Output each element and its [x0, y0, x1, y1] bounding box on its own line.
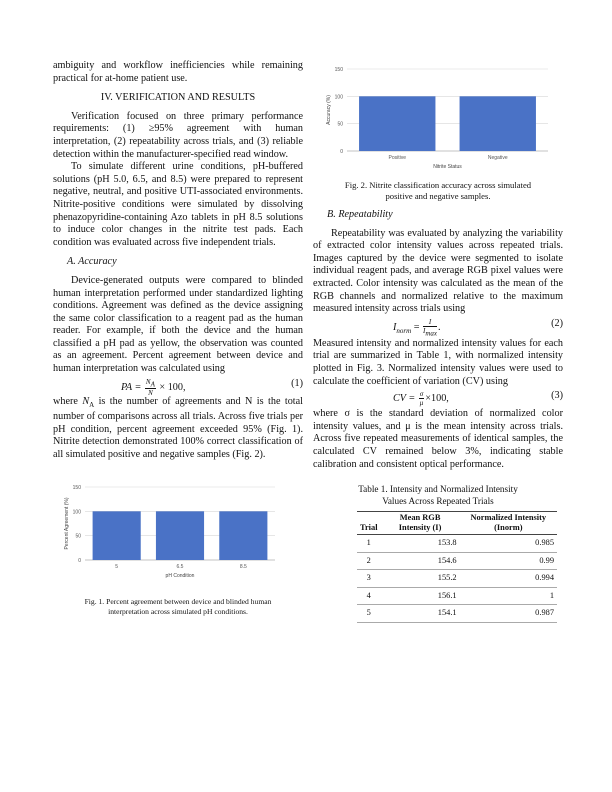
- equation-2: $I_{norm}$ = $\frac{I}{I_{max}}$ . (2): [393, 317, 563, 338]
- equation-3-number: (3): [551, 390, 563, 402]
- y-tick-label: 150: [72, 484, 81, 491]
- table-cell: 4: [366, 590, 371, 600]
- table-row: [357, 535, 557, 553]
- table-cell: 153.8: [437, 538, 457, 548]
- table-row: [357, 587, 557, 605]
- equation-3: CV = $\frac{\sigma}{\mu}$ ×100, (3): [393, 390, 563, 408]
- table-cell: 2: [366, 555, 371, 565]
- simulation-paragraph: To simulate different urine conditions, pH-buffered solutions (pH 5.0, 6.5, and 8.5) were prepared to represent negative, neutral, and positive UTI-associated environments. Nitrite-positive conditions were simulated by dissolving phenazopyridine-containing Azo tablets in pH 8.5 solutions to induce color changes in the nitrite test pads. Each condition was evaluated across five independent trials.: [53, 161, 303, 248]
- figure-2-caption: Fig. 2. Nitrite classification accuracy across simulated positive and negative samples.: [344, 180, 532, 201]
- table-header-trial: Trial: [357, 512, 381, 535]
- figure-2-svg: [313, 63, 563, 171]
- y-axis-label: Percent Agreement (%): [64, 497, 70, 550]
- table-cell: 0.987: [535, 608, 554, 618]
- eq2-fraction: $\frac{I}{I_{max}}$: [423, 317, 438, 338]
- bar-5: [93, 511, 141, 560]
- x-axis-label: pH Condition: [165, 572, 195, 579]
- bar-8.5: [219, 511, 267, 560]
- table-cell: 0.985: [535, 538, 554, 548]
- x-tick-label: 5: [115, 563, 119, 570]
- bar-positive: [359, 96, 435, 151]
- equation-2-number: (2): [551, 317, 563, 329]
- y-tick-label: 0: [340, 149, 343, 155]
- y-axis-label: Accuracy (%): [326, 95, 332, 125]
- x-tick-label: Positive: [388, 155, 407, 161]
- figure-2-chart: [313, 63, 563, 171]
- eq1-fraction: $\frac{N_A}{N}$: [145, 377, 155, 398]
- table-cell: 156.1: [437, 590, 457, 600]
- y-tick-label: 100: [334, 94, 343, 101]
- table-1: [357, 511, 557, 623]
- x-axis-label: Nitrite Status: [433, 164, 462, 170]
- table-cell: 1: [366, 538, 371, 548]
- table-cell: 1: [549, 590, 554, 600]
- figure-1-svg: [53, 476, 303, 594]
- y-tick-label: 0: [78, 557, 81, 564]
- agreement-result-paragraph: where $N_A$ is the number of agreements and N is the total number of comparisons across all trials. Across five trials per pH condition, percent agreement exceeded 95% (Fig. 1). Nitrite detection demonstrated 100% correct classification of all simulated positive and negative samples (Fig. 2).: [53, 395, 303, 461]
- subsection-repeatability-heading: B. Repeatability: [327, 209, 393, 220]
- y-tick-label: 50: [337, 121, 343, 128]
- x-tick-label: 8.5: [239, 563, 247, 570]
- table-row: [357, 552, 557, 570]
- x-tick-label: 6.5: [176, 563, 184, 570]
- table-reference-paragraph: Measured intensity and normalized intensity values for each trial are summarized in Table 1, with normalized intensity plotted in Fig. 3. Normalized intensity values were used to calculate the coefficient of variation (CV) using: [313, 337, 563, 387]
- y-tick-label: 150: [334, 67, 343, 73]
- table-cell: 155.2: [437, 573, 457, 583]
- eq3-fraction: $\frac{\sigma}{\mu}$: [419, 390, 424, 408]
- x-tick-label: Negative: [487, 155, 508, 161]
- table-cell: 0.994: [535, 573, 554, 583]
- right-column: [313, 63, 563, 623]
- y-tick-label: 100: [72, 508, 81, 515]
- table-body: [357, 535, 557, 623]
- intro-continued-paragraph: ambiguity and workflow inefficiencies while remaining practical for at-home patient use.: [53, 60, 303, 84]
- subsection-accuracy-heading: A. Accuracy: [67, 256, 117, 268]
- table-row: [357, 605, 557, 623]
- table-cell: 3: [366, 573, 371, 583]
- table-cell: 0.99: [539, 555, 554, 565]
- table-row: [357, 570, 557, 588]
- table-cell: 5: [366, 608, 371, 618]
- verification-paragraph: Verification focused on three primary performance requirements: (1) ≥95% agreement with human interpretation, (2) repeatability across trials, and (3) reliable detection within the manufacturer-specified read window.: [53, 110, 303, 160]
- table-header-normalized: Normalized Intensity (Inorm): [460, 512, 557, 535]
- figure-1-caption: Fig. 1. Percent agreement between device and blinded human interpretation across simulated pH conditions.: [84, 596, 272, 616]
- figure-1-chart: [53, 476, 303, 594]
- bar-negative: [460, 96, 536, 151]
- y-tick-label: 50: [75, 533, 81, 540]
- table-1-caption: Table 1. Intensity and Normalized Intensity Values Across Repeated Trials: [358, 484, 518, 507]
- table-cell: 154.1: [437, 608, 457, 618]
- equation-1-number: (1): [291, 377, 303, 389]
- section-heading: IV. VERIFICATION AND RESULTS: [100, 92, 256, 104]
- table-cell: 154.6: [437, 555, 457, 565]
- repeatability-paragraph: Repeatability was evaluated by analyzing the variability of extracted color intensity values across repeated trials. Images captured by the device were segmented to isolate individual reagent pads, and average RGB pixel values were extracted. Color intensity was calculated as the mean of the RGB channels and normalized relative to the maximum measured intensity across trials using: [313, 227, 563, 315]
- accuracy-paragraph: Device-generated outputs were compared to blinded human interpretation performed under standardized lighting conditions. Agreement was defined as the device assigning the same color classification to a reagent pad as the human reader. For example, if both the device and the human classified a pH pad as yellow, the observation was counted as an agreement. Percent agreement between device and human interpretation was calculated using: [53, 274, 303, 375]
- cv-result-paragraph: where σ is the standard deviation of normalized color intensity values, and μ is the mean intensity across trials. Across five repeated measurements of identical samples, the calculated CV remained below 3%, indicating stable calibration and consistent optical performance.: [313, 408, 563, 470]
- equation-1: PA = $\frac{N_A}{N}$ × 100, (1): [121, 377, 303, 398]
- left-column: [53, 60, 303, 617]
- table-header-mean-rgb: Mean RGB Intensity (I): [381, 512, 460, 535]
- bar-6.5: [156, 511, 204, 560]
